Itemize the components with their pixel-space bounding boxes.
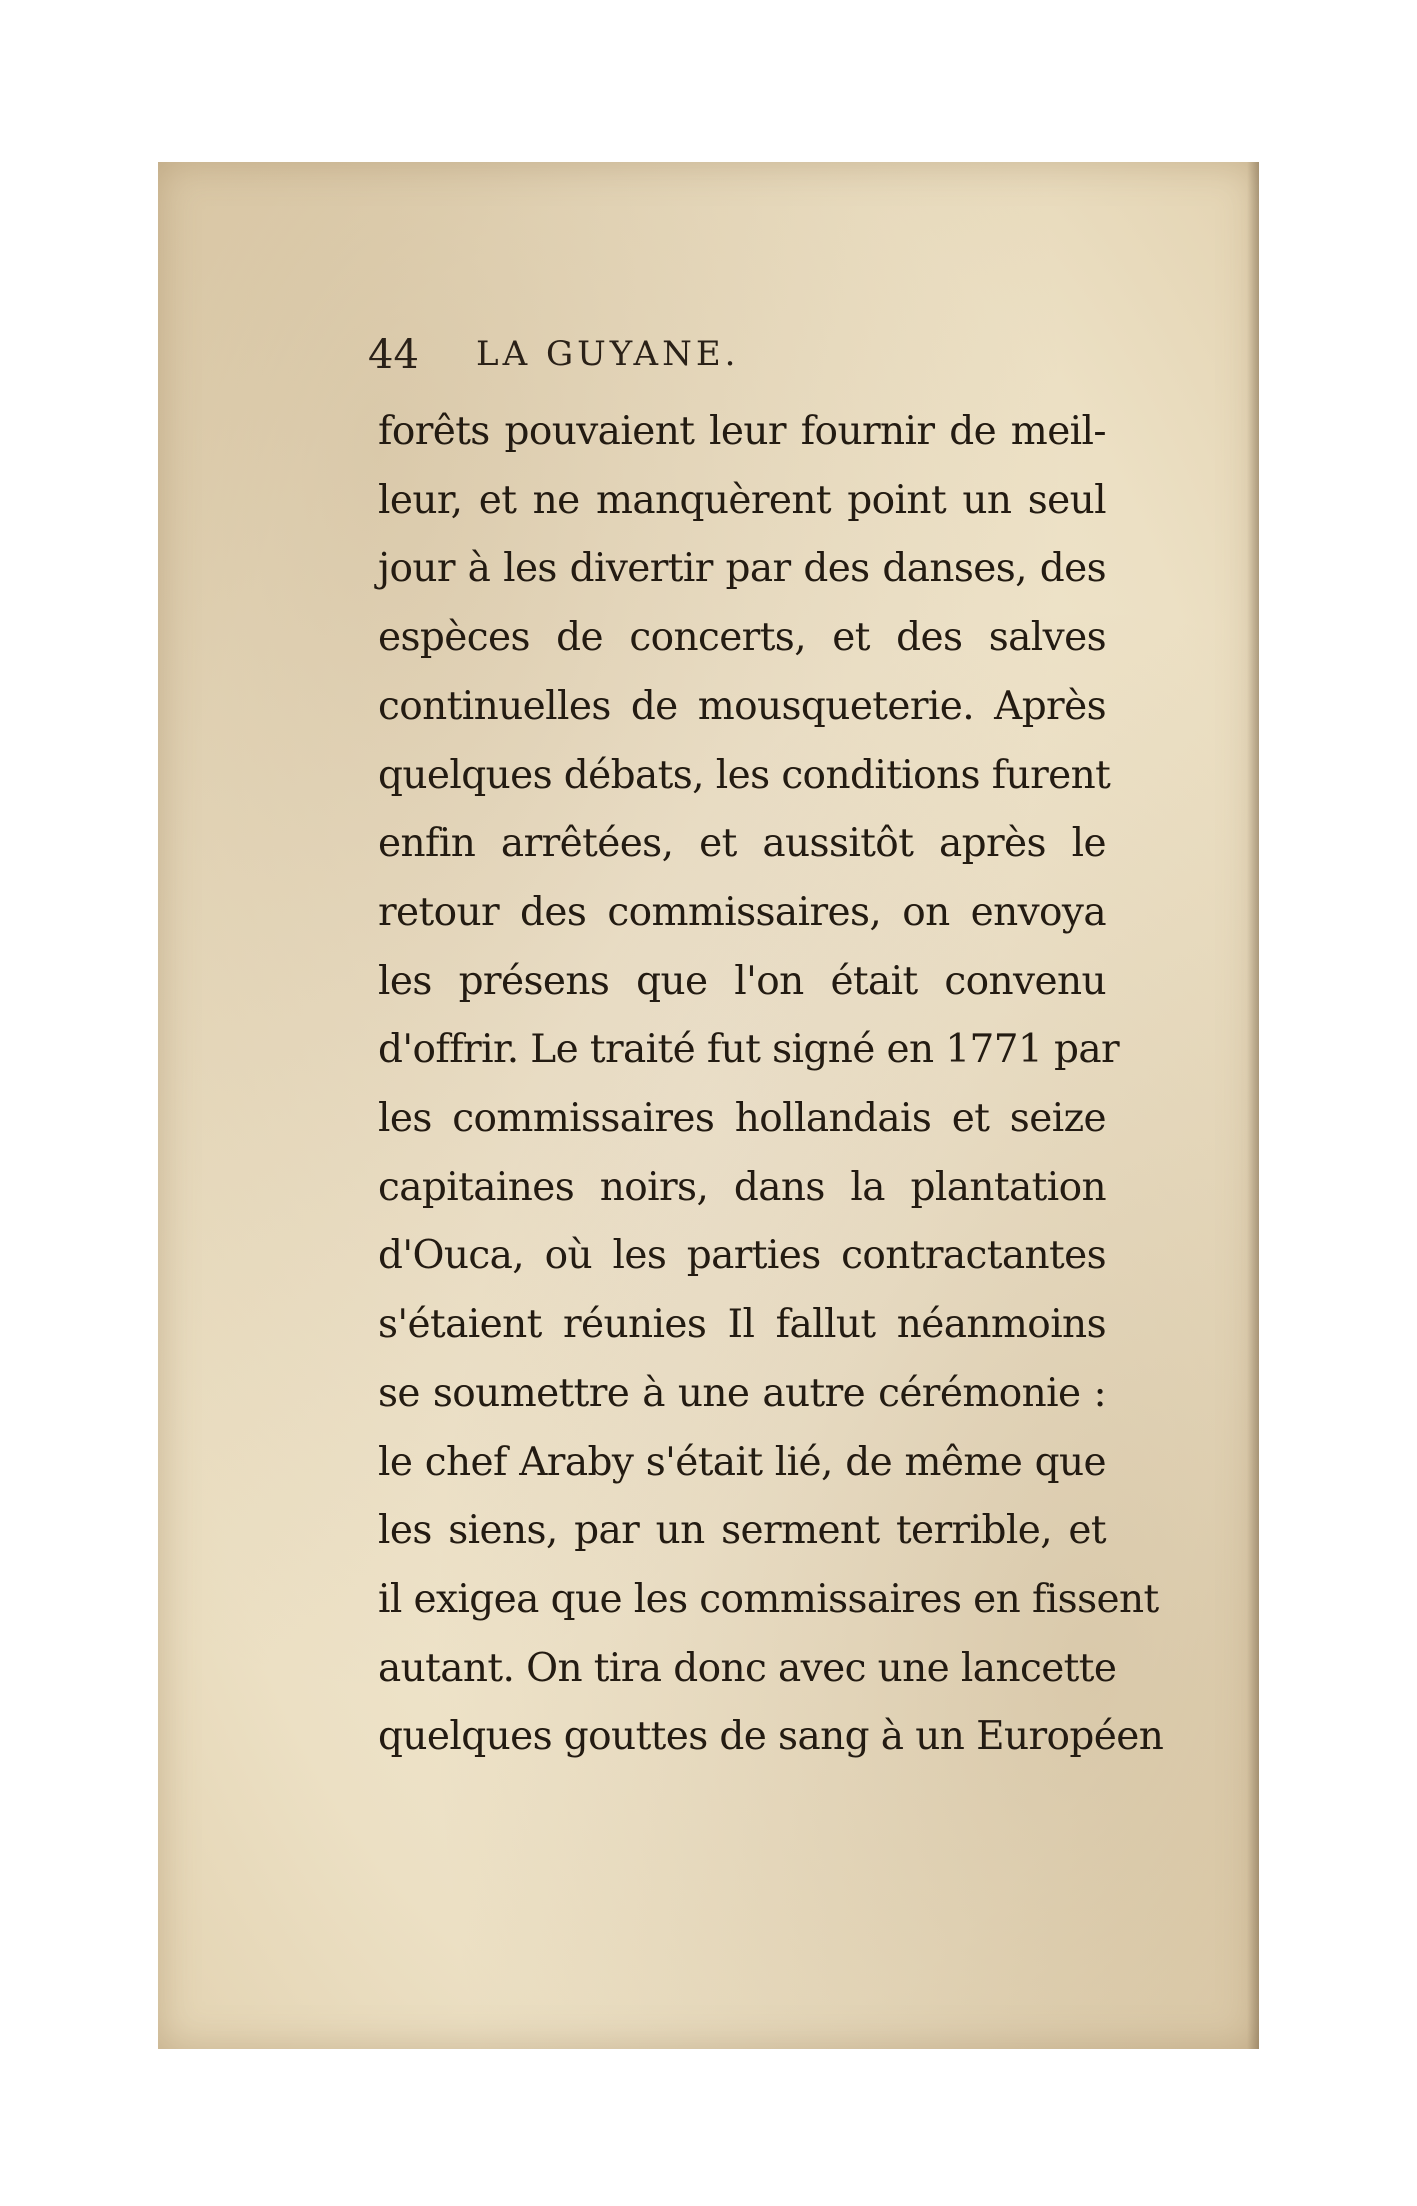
text-line: les commissaires hollandais et seize (378, 1096, 1106, 1142)
text-line: retour des commissaires, on envoya (378, 889, 1106, 935)
text-line: il exigea que les commissaires en fissent (378, 1576, 1159, 1622)
text-line: d'Ouca, où les parties contractantes (378, 1233, 1106, 1279)
body-text (378, 398, 1164, 1772)
text-line: capitaines noirs, dans la plantation (378, 1164, 1106, 1210)
text-line: forêts pouvaient leur fournir de meil- (378, 409, 1106, 454)
text-line: leur, et ne manquèrent point un seul (378, 477, 1106, 523)
text-line: quelques débats, les conditions furent (378, 752, 1111, 798)
text-line: espèces de concerts, et des salves (378, 615, 1106, 661)
text-line: autant. On tira donc avec une lancette (378, 1645, 1117, 1691)
text-line: le chef Araby s'était lié, de même que (378, 1439, 1106, 1485)
text-line: jour à les divertir par des danses, des (378, 546, 1106, 592)
text-line: d'offrir. Le traité fut signé en 1771 par (378, 1027, 1120, 1073)
running-head (368, 332, 968, 392)
text-line: quelques gouttes de sang à un Européen (378, 1714, 1164, 1760)
text-line: les siens, par un serment terrible, et (378, 1508, 1106, 1554)
text-line: continuelles de mousqueterie. Après (378, 683, 1106, 729)
running-title: LA GUYANE. (476, 334, 740, 374)
text-line: s'étaient réunies Il fallut néanmoins (378, 1302, 1106, 1348)
text-line: enfin arrêtées, et aussitôt après le (378, 821, 1106, 867)
page-number: 44 (368, 332, 419, 378)
text-line: les présens que l'on était convenu (378, 958, 1106, 1004)
page-scan (158, 162, 1259, 2049)
text-line: se soumettre à une autre cérémonie : (378, 1370, 1106, 1416)
